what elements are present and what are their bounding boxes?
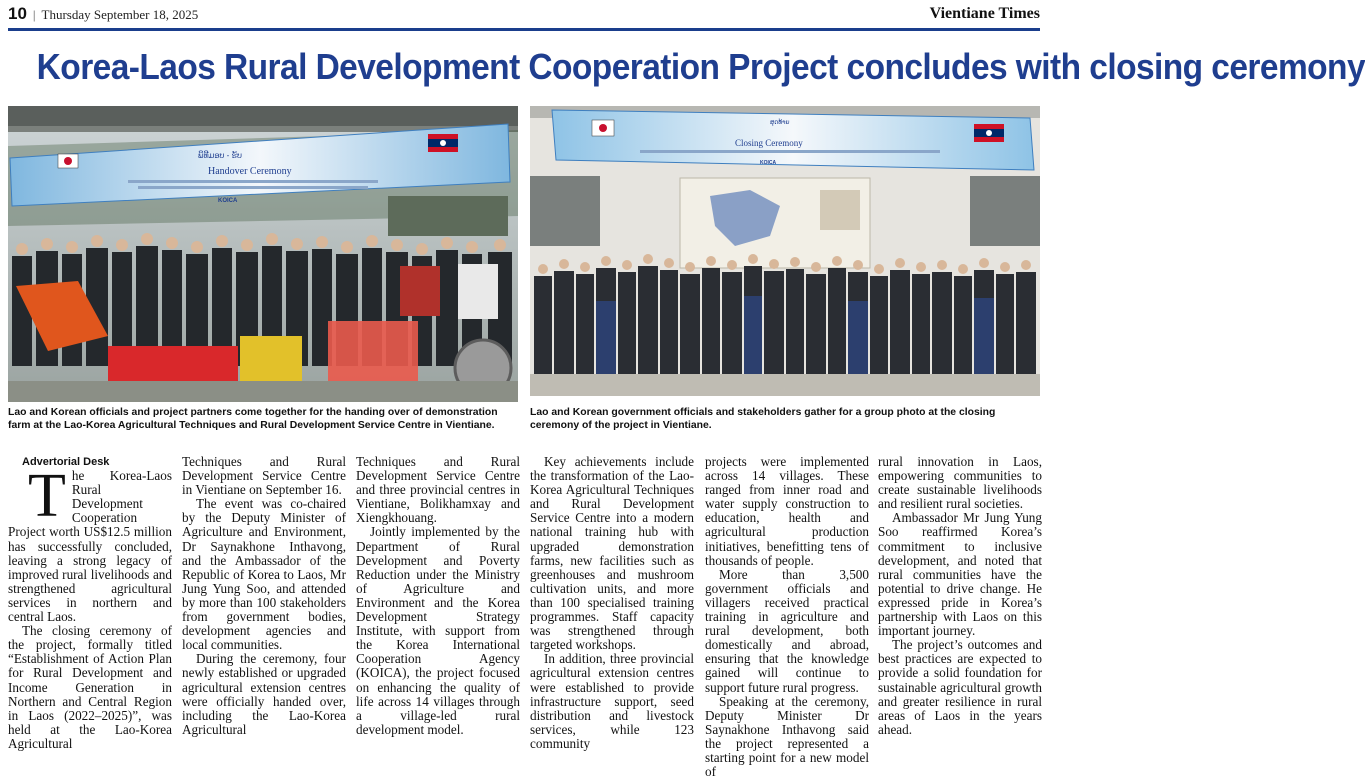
article-paragraph: Jointly implemented by the Department of Rural Development and Poverty Reduction under the Ministry of Agriculture and Environment and the Korea Development Strategy Institute, with support from the Korea International Cooperation Agency (KOICA), the project focused on enhancing the quality of life across 14 villages through a village-led rural development model. bbox=[356, 524, 520, 737]
headline: Korea-Laos Rural Development Cooperation Project concludes with closing ceremony bbox=[36, 46, 1365, 87]
article-paragraph: In addition, three provincial agricultural extension centres were established to provide infrastructure support, seed distribution and livestock services, while 123 community bbox=[530, 651, 694, 751]
article-paragraph: Ambassador Mr Jung Yung Soo reaffirmed Korea’s commitment to inclusive development, and noted that rural communities have the potential to drive change. He expressed pride in Korea’s partnership with Laos on this important journey. bbox=[878, 510, 1042, 639]
drop-cap: T bbox=[28, 462, 66, 531]
article-paragraph: rural innovation in Laos, empowering communities to create sustainable livelihoods and resilient rural societies. bbox=[878, 454, 1042, 512]
article-column-1 bbox=[8, 455, 172, 751]
article-column-2 bbox=[182, 455, 346, 737]
article-column-6 bbox=[878, 455, 1042, 737]
banner-title: Handover Ceremony bbox=[208, 166, 292, 177]
article-paragraph: During the ceremony, four newly established or upgraded agricultural extension centres were officially handed over, including the Lao-Korea Agricultural bbox=[182, 651, 346, 737]
banner-logos: KOICA bbox=[760, 160, 777, 166]
banner-top-text: ພິທີມອບ - ຮັບ bbox=[198, 151, 242, 160]
article-paragraph: Techniques and Rural Development Service Centre and three provincial centres in Vientiane, Bolikhamxay and Xiengkhouang. bbox=[356, 454, 520, 526]
article-paragraph: The closing ceremony of the project, formally titled “Establishment of Action Plan for Rural Development and Income Generation in Northern and Central Region in Laos (2022–2025)”, was held at the Lao-Korea Agricultural bbox=[8, 623, 172, 751]
article-paragraph: More than 3,500 government officials and villagers received practical training in agriculture and rural development, both domestically and abroad, ensuring that the knowledge gained will continue to support future rural progress. bbox=[705, 566, 869, 695]
photo-closing-image bbox=[530, 106, 1040, 396]
article-column-5 bbox=[705, 455, 869, 779]
lead-text: he Korea-Laos Rural Development Cooperation Project worth US$12.5 million has successfully concluded, leaving a strong legacy of improved rural livelihoods and strengthened agricultural services in northern and central Laos. bbox=[8, 468, 172, 625]
masthead: Vientiane Times bbox=[929, 5, 1040, 22]
page-number: 10 bbox=[8, 4, 27, 23]
photo-caption-handover: Lao and Korean officials and project partners come together for the handing over of demonstration farm at the Lao-Korea Agricultural Techniques and Rural Development Service Centre in Vientiane. bbox=[8, 407, 498, 431]
article-column-4 bbox=[530, 455, 694, 751]
article-paragraph: The project’s outcomes and best practices are expected to provide a solid foundation for sustainable agricultural growth and greater resilience in rural areas of Laos in the years ahead. bbox=[878, 637, 1042, 737]
article-paragraph: Techniques and Rural Development Service Centre in Vientiane on September 16. bbox=[182, 454, 346, 498]
header-rule bbox=[8, 28, 1040, 31]
banner-top-text: ສຸດທ້າຍ bbox=[770, 120, 790, 126]
byline: Advertorial Desk bbox=[22, 456, 110, 468]
page-header bbox=[8, 4, 1040, 26]
article-column-3 bbox=[356, 455, 520, 737]
banner-title: Closing Ceremony bbox=[735, 138, 803, 148]
photo-handover-image bbox=[8, 106, 518, 402]
photo-closing bbox=[530, 106, 1040, 396]
photo-handover bbox=[8, 106, 518, 402]
article-paragraph: projects were implemented across 14 villages. These ranged from inner road and water supply construction to education, health and agricultural production initiatives, benefitting tens of thousands of people. bbox=[705, 454, 869, 568]
header-separator: | bbox=[32, 7, 36, 22]
article-paragraph: The event was co-chaired by the Deputy Minister of Agriculture and Environment, Dr Saynakhone Inthavong, and the Ambassador of the Republic of Korea to Laos, Mr Jung Yung Soo, and attended by more than 100 stakeholders from government bodies, development agencies and local communities. bbox=[182, 496, 346, 653]
banner-logos: KOICA bbox=[218, 198, 238, 204]
article-paragraph: Key achievements include the transformation of the Lao-Korea Agricultural Techniques and Rural Development Service Centre into a modern national training hub with upgraded demonstration farms, new facilities such as greenhouses and mushroom cultivation units, and more than 100 specialised training programmes. Staff capacity was strengthened through targeted workshops. bbox=[530, 454, 694, 653]
page-info bbox=[8, 4, 198, 24]
article-paragraph: Speaking at the ceremony, Deputy Minister Dr Saynakhone Inthavong said the project represented a starting point for a new model of bbox=[705, 693, 869, 779]
issue-date: Thursday September 18, 2025 bbox=[41, 7, 199, 22]
photo-caption-closing: Lao and Korean government officials and stakeholders gather for a group photo at the closing ceremony of the project in Vientiane. bbox=[530, 407, 996, 431]
